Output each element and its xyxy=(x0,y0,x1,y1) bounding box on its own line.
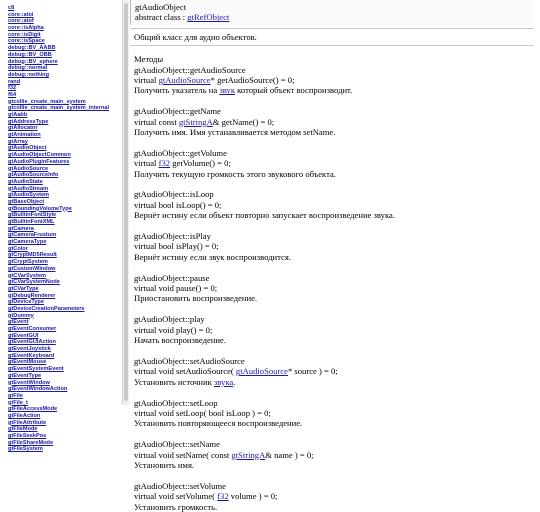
method-signature xyxy=(134,200,540,210)
method-entry xyxy=(134,470,540,512)
method-entry xyxy=(134,179,540,221)
sidebar-item[interactable]: rand xyxy=(8,78,21,85)
sidebar-item[interactable]: gtEventWindow xyxy=(8,379,50,386)
method-entry xyxy=(134,429,540,471)
sidebar-item[interactable]: gtBoundingVolumeType xyxy=(8,205,72,212)
sidebar-item[interactable]: gtcollie_create_main_system_internal xyxy=(8,105,110,112)
description-text: Получить текущую громкость этого звукового объекта. xyxy=(134,168,336,179)
sidebar-item[interactable]: gtCVarType xyxy=(8,285,39,292)
method-signature xyxy=(134,450,540,460)
sidebar-item[interactable]: debug::BV_OBB xyxy=(8,51,52,58)
sidebar-item[interactable]: gtCryptSystem xyxy=(8,259,48,266)
sidebar-item[interactable]: core::atoi xyxy=(8,11,34,18)
spacer xyxy=(134,304,540,314)
sidebar-item[interactable]: gtBuiltinFontStyle xyxy=(8,212,57,219)
sidebar-item[interactable]: gtFile xyxy=(8,392,23,399)
description-text: Установить имя. xyxy=(134,459,195,470)
description-text: Получить указатель на xyxy=(134,85,220,96)
sidebar-item[interactable]: core::isDigit xyxy=(8,31,41,38)
sidebar-item[interactable]: gtCamera xyxy=(8,225,34,232)
sidebar-item[interactable]: gtFileMode xyxy=(8,426,38,433)
method-entry xyxy=(134,65,540,96)
sidebar-item[interactable]: core::isSpace xyxy=(8,38,45,45)
sidebar-item[interactable]: gtAllocator xyxy=(8,125,38,132)
signature-text: virtual xyxy=(134,158,159,169)
class-description: Общий класс для аудио объектов. xyxy=(134,31,257,42)
signature-link[interactable]: gtStringA xyxy=(178,116,213,127)
sidebar-item[interactable]: gtEventGUIAction xyxy=(8,339,56,346)
spacer xyxy=(134,429,540,439)
signature-text: virtual void setName( const xyxy=(134,449,232,460)
sidebar-item[interactable]: gtFile_t xyxy=(8,399,28,406)
signature-text: virtual const xyxy=(134,116,179,127)
spacer xyxy=(134,179,540,189)
sidebar-item[interactable]: gtAddressType xyxy=(8,118,49,125)
methods-list xyxy=(128,65,540,512)
signature-text: getVolume() = 0; xyxy=(170,158,231,169)
method-description xyxy=(134,460,540,470)
method-signature xyxy=(134,283,540,293)
spacer xyxy=(134,470,540,480)
sidebar-item[interactable]: gtAudioObject xyxy=(8,145,47,152)
spacer xyxy=(134,262,540,272)
method-signature xyxy=(134,117,540,127)
method-signature xyxy=(134,241,540,251)
signature-text: virtual xyxy=(134,75,159,86)
sidebar-item[interactable]: gtAnimation xyxy=(8,132,41,139)
description-text: Установить громкость. xyxy=(134,501,218,512)
sidebar-item[interactable]: gtColor xyxy=(8,245,28,252)
method-name: gtAudioObject::getName xyxy=(134,106,221,117)
description-text: Установить источник xyxy=(134,376,214,387)
description-text: Приостановить воспроизведение. xyxy=(134,293,258,304)
sidebar-item[interactable]: gtCVarSystem xyxy=(8,272,46,279)
description-text: . xyxy=(233,376,236,387)
method-description xyxy=(134,252,540,262)
sidebar-item[interactable]: gtArray xyxy=(8,138,28,145)
sidebar-item[interactable]: f64 xyxy=(8,91,17,98)
method-signature xyxy=(134,75,540,85)
sidebar-item[interactable]: debug::BV_sphere xyxy=(8,58,58,65)
method-signature xyxy=(134,366,540,376)
signature-text: virtual bool isLoop() = 0; xyxy=(134,199,222,210)
sidebar-item[interactable]: gtEventConsumer xyxy=(8,326,57,332)
method-description xyxy=(134,377,540,387)
method-description xyxy=(134,210,540,220)
sidebar-item[interactable]: gtAudioSourceInfo xyxy=(8,172,59,179)
sidebar-item[interactable]: gtEventType xyxy=(8,372,42,379)
sidebar-item[interactable]: gtAudioState xyxy=(8,178,43,185)
sidebar-item[interactable]: gtBuiltinFontXML xyxy=(8,219,55,225)
method-name: gtAudioObject::getAudioSource xyxy=(134,64,246,75)
signature-text: virtual void setAudioSource( xyxy=(134,366,236,377)
method-name: gtAudioObject::setVolume xyxy=(134,480,226,491)
class-index-list xyxy=(0,0,122,453)
sidebar-item[interactable]: gtEventKeyboard xyxy=(8,352,55,359)
method-entry xyxy=(134,346,540,388)
method-name: gtAudioObject::setAudioSource xyxy=(134,355,245,366)
signature-text: virtual void setLoop( bool isLoop ) = 0; xyxy=(134,407,271,418)
sidebar-item[interactable]: gtFileAccessMode xyxy=(8,406,58,413)
method-description xyxy=(134,418,540,428)
sidebar-item[interactable]: gtDeviceCreationParameters xyxy=(8,305,85,312)
method-signature xyxy=(134,158,540,168)
method-signature xyxy=(134,408,540,418)
description-text: Получить имя. Имя устанавливается методом setName. xyxy=(134,127,336,138)
sidebar-item[interactable]: gtCameraType xyxy=(8,239,47,246)
sidebar-item[interactable]: c8 xyxy=(8,5,15,11)
description-text: Начать воспроизведение. xyxy=(134,335,226,346)
sidebar-item[interactable]: gtcollie_create_main_system xyxy=(8,98,86,105)
method-name: gtAudioObject::setLoop xyxy=(134,397,218,408)
documentation-content xyxy=(128,0,540,512)
method-name: gtAudioObject::isPlay xyxy=(134,231,211,242)
class-inheritance xyxy=(135,12,533,22)
sidebar-item[interactable]: gtDebugRenderer xyxy=(8,292,56,299)
class-header xyxy=(130,0,533,25)
signature-text: virtual bool isPlay() = 0; xyxy=(134,241,219,252)
sidebar-item[interactable]: gtBaseObject xyxy=(8,198,45,205)
sidebar-item[interactable]: gtEventWindowAction xyxy=(8,386,68,393)
method-entry xyxy=(134,137,540,179)
sidebar-item[interactable]: gtCVarSystemNode xyxy=(8,279,60,286)
spacer xyxy=(134,96,540,106)
sidebar-item[interactable]: gtEventGUI xyxy=(8,332,39,339)
signature-text: * source ) = 0; xyxy=(287,366,338,377)
sidebar-item[interactable]: debug::nothing xyxy=(8,71,50,78)
sidebar-item[interactable]: gtCustomWindow xyxy=(8,265,56,272)
sidebar-item[interactable]: gtAudioObjectCommon xyxy=(8,152,71,159)
divider xyxy=(130,28,534,29)
signature-text: & getName() = 0; xyxy=(212,116,275,127)
spacer xyxy=(134,387,540,397)
sidebar-item[interactable]: gtAabb xyxy=(8,112,28,118)
sidebar-item[interactable]: gtCameraFrustum xyxy=(8,232,57,239)
signature-text: virtual void pause() = 0; xyxy=(134,283,218,294)
signature-link[interactable]: gtAudioSource xyxy=(235,366,288,377)
signature-link[interactable]: f32 xyxy=(217,491,229,502)
sidebar-item[interactable]: debug::BV_AABB xyxy=(8,45,56,52)
sidebar-item[interactable]: core::isAlpha xyxy=(8,25,44,32)
class-index-sidebar xyxy=(0,0,122,453)
method-entry xyxy=(134,387,540,429)
sidebar-item[interactable]: gtEvent xyxy=(8,319,29,326)
sidebar-item[interactable]: gtFileSeekPos xyxy=(8,433,47,439)
sidebar-item[interactable]: gtFileSystem xyxy=(8,446,43,453)
signature-text: * getAudioSource() = 0; xyxy=(210,75,295,86)
sidebar-item[interactable]: gtAudioSystem xyxy=(8,192,50,199)
sidebar-item[interactable]: gtCryptMD5Result xyxy=(8,252,57,259)
description-link[interactable]: звук xyxy=(219,85,235,96)
class-title: gtAudioObject xyxy=(135,2,187,12)
sidebar-item[interactable]: gtAudioStream xyxy=(8,185,49,192)
method-entry xyxy=(134,96,540,138)
base-class-link[interactable]: gtRefObject xyxy=(187,12,230,23)
signature-link[interactable]: gtAudioSource xyxy=(158,75,211,86)
sidebar-item[interactable]: gtFileAction xyxy=(8,412,41,419)
sidebar-item[interactable]: core::atof xyxy=(8,18,34,25)
method-entry xyxy=(134,221,540,263)
sidebar-item[interactable]: gtEventMouse xyxy=(8,359,47,366)
method-description xyxy=(134,169,540,179)
method-description xyxy=(134,293,540,303)
description-link[interactable]: звука xyxy=(213,376,234,387)
sidebar-item[interactable]: gtDummy xyxy=(8,312,34,319)
sidebar-item[interactable]: debug::normal xyxy=(8,65,48,72)
method-name: gtAudioObject::pause xyxy=(134,272,210,283)
sidebar-item[interactable]: gtFileShareMode xyxy=(8,439,54,446)
sidebar-item[interactable]: gtDeviceType xyxy=(8,299,44,306)
signature-text: volume ) = 0; xyxy=(228,491,278,502)
sidebar-item[interactable]: gtAudioPluginFeatures xyxy=(8,158,70,165)
signature-text: virtual void play() = 0; xyxy=(134,324,213,335)
spacer xyxy=(134,221,540,231)
divider xyxy=(130,45,534,46)
signature-text: & name ) = 0; xyxy=(265,449,314,460)
spacer xyxy=(134,137,540,147)
method-name: gtAudioObject::play xyxy=(134,314,205,325)
method-name: gtAudioObject::getVolume xyxy=(134,147,227,158)
sidebar-item[interactable]: gtFileAttribute xyxy=(8,419,47,426)
method-description xyxy=(134,85,540,95)
description-text: Установить повторяющееся воспроизведение. xyxy=(134,418,303,429)
signature-link[interactable]: f32 xyxy=(158,158,171,169)
sidebar-item[interactable]: gtEventJoystick xyxy=(8,346,51,353)
method-signature xyxy=(134,491,540,501)
method-name: gtAudioObject::setName xyxy=(134,439,220,450)
method-name: gtAudioObject::isLoop xyxy=(134,189,214,200)
inheritance-prefix: abstract class : xyxy=(135,12,188,23)
method-description xyxy=(134,127,540,137)
sidebar-item[interactable]: f32 xyxy=(8,85,17,92)
description-text: Вернёт истину если звук воспроизводится. xyxy=(134,251,291,262)
signature-link[interactable]: gtStringA xyxy=(231,449,266,460)
description-text: который объект воспроизводит. xyxy=(235,85,353,96)
sidebar-item[interactable]: gtAudioSource xyxy=(8,165,49,172)
spacer xyxy=(134,346,540,356)
method-signature xyxy=(134,325,540,335)
signature-text: virtual void setVolume( xyxy=(134,491,218,502)
method-description xyxy=(134,502,540,512)
method-entry xyxy=(134,262,540,304)
description-text: Вернёт истину если объект повторно запускает воспроизведение звука. xyxy=(134,210,395,221)
methods-heading: Методы xyxy=(134,54,164,65)
sidebar-item[interactable]: gtEventSystemEvent xyxy=(8,366,64,373)
method-description xyxy=(134,335,540,345)
method-entry xyxy=(134,304,540,346)
